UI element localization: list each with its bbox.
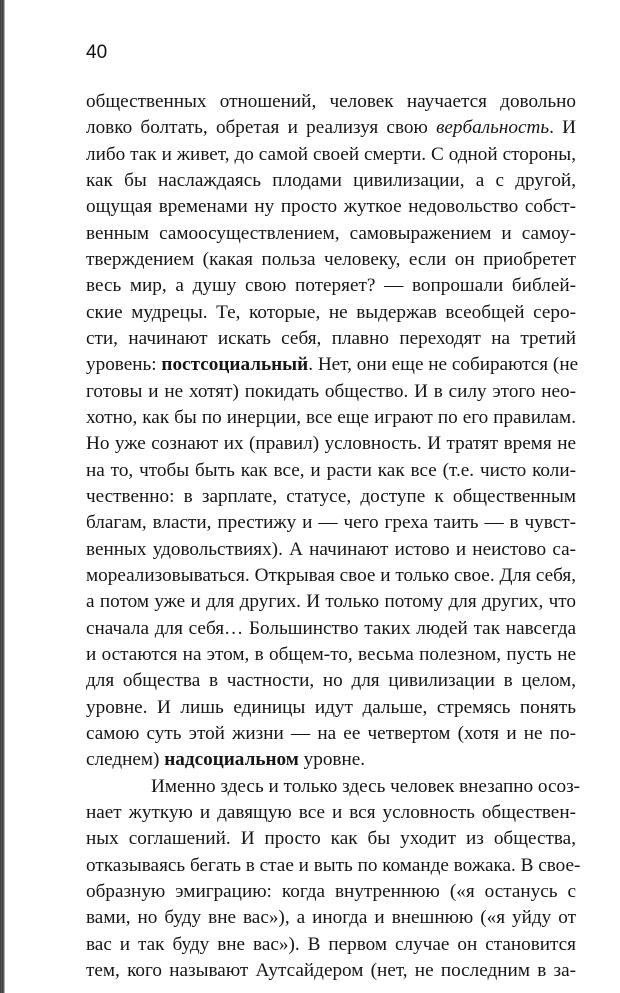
text-segment: венным самоосуществлением, самовыражением и самоу- bbox=[86, 222, 576, 244]
text-segment: готовы и не хотят) покидать общество. И в силу этого нео- bbox=[86, 380, 576, 402]
text-line bbox=[86, 458, 576, 484]
text-line bbox=[86, 379, 576, 405]
text-line bbox=[86, 563, 576, 589]
text-segment: тем, кого называют Аутсайдером (нет, не последним в за- bbox=[86, 959, 576, 981]
text-segment: чественно: в зарплате, статусе, доступе к общественным bbox=[86, 485, 576, 507]
text-line bbox=[86, 668, 576, 694]
text-line bbox=[86, 616, 576, 642]
text-line bbox=[86, 247, 576, 273]
text-line bbox=[86, 853, 581, 879]
text-segment: сначала для себя… Большинство таких людей так навсегда bbox=[86, 617, 576, 639]
text-line bbox=[86, 721, 576, 747]
text-segment: вами, но буду вне вас»), а иногда и внешнюю («я уйду от bbox=[86, 907, 576, 929]
paragraph bbox=[86, 89, 579, 774]
text-segment: отказываясь бегать в стае и выть по команде вожака. В свое- bbox=[86, 854, 581, 876]
text-line bbox=[86, 905, 576, 931]
text-segment: ские мудрецы. Те, которые, не выдержав всеобщей серо- bbox=[86, 301, 576, 323]
text-line bbox=[86, 774, 581, 800]
text-segment: для общества в частности, но для цивилизации в целом, bbox=[86, 670, 576, 692]
text-segment: общественных отношений, человек научается довольно bbox=[86, 91, 576, 112]
text-line bbox=[86, 484, 576, 510]
text-segment: вас и так буду вне вас»). В первом случае он становится bbox=[86, 933, 576, 955]
text-segment: сти, начинают искать себя, плавно переходят на третий bbox=[86, 327, 576, 349]
text-segment: образную эмиграцию: когда внутреннюю («я останусь с bbox=[86, 880, 576, 902]
text-line bbox=[86, 800, 576, 826]
scan-page-edge bbox=[0, 0, 5, 993]
text-segment: и остаются на этом, в общем-то, весьма полезном, пусть не bbox=[86, 643, 576, 665]
text-line bbox=[86, 958, 576, 984]
text-line bbox=[86, 932, 576, 958]
paragraph bbox=[86, 774, 581, 985]
italic-term: вербальность bbox=[436, 117, 550, 139]
text-segment: уровень: bbox=[86, 354, 162, 376]
text-segment: хотно, как бы по инерции, все еще играют по его правилам. bbox=[86, 406, 576, 428]
text-line bbox=[86, 747, 576, 773]
text-line bbox=[86, 695, 576, 721]
text-line bbox=[86, 142, 576, 168]
text-segment: венных удовольствиях). А начинают истово и неистово са- bbox=[86, 538, 576, 560]
text-line bbox=[86, 221, 576, 247]
text-segment: самою суть этой жизни — на ее четвертом (хотя и не по- bbox=[86, 722, 576, 744]
text-segment: Именно здесь и только здесь человек внезапно осоз- bbox=[151, 775, 581, 797]
text-segment: уровне. bbox=[298, 749, 366, 771]
body-text bbox=[86, 89, 581, 984]
text-line bbox=[86, 300, 576, 326]
text-segment: благам, власти, престижу и — чего греха таить — в чувст- bbox=[86, 512, 576, 534]
text-line bbox=[86, 405, 576, 431]
text-line bbox=[86, 431, 576, 457]
text-line bbox=[86, 194, 576, 220]
text-line bbox=[86, 326, 576, 352]
text-segment: . Нет, они еще не собираются (не bbox=[308, 354, 579, 376]
text-segment: тверждением (какая польза человеку, если он приобретет bbox=[86, 248, 576, 270]
text-segment: как бы наслаждаясь плодами цивилизации, а с другой, bbox=[86, 169, 576, 191]
text-segment: мореализовываться. Открывая свое и только свое. Для себя, bbox=[86, 564, 576, 586]
text-segment: нает жуткую и давящую все и вся условность обществен- bbox=[86, 801, 576, 823]
text-segment: либо так и живет, до самой своей смерти. С одной стороны, bbox=[86, 143, 576, 165]
text-line bbox=[86, 879, 576, 905]
text-line bbox=[86, 537, 576, 563]
page-number: 40 bbox=[86, 42, 108, 63]
text-segment: ловко болтать, обретая и реализуя свою bbox=[86, 117, 437, 139]
text-line bbox=[86, 89, 576, 115]
text-line bbox=[86, 510, 576, 536]
text-segment: а потом уже и для других. И только потому для других, что bbox=[86, 591, 576, 613]
text-line bbox=[86, 642, 576, 668]
text-line bbox=[86, 115, 576, 141]
bold-term: надсоциальном bbox=[164, 749, 299, 771]
text-segment: ощущая временами ну просто жуткое недовольство собст- bbox=[86, 196, 576, 218]
text-segment: уровне. И лишь единицы идут дальше, стремясь понять bbox=[86, 696, 576, 718]
text-line bbox=[86, 589, 576, 615]
bold-term: постсоциальный bbox=[161, 354, 309, 376]
text-segment: следнем) bbox=[86, 749, 165, 771]
text-line bbox=[86, 273, 576, 299]
text-line bbox=[86, 168, 576, 194]
text-segment: весь мир, а душу свою потеряет? — вопрошали библей- bbox=[86, 275, 576, 297]
text-line bbox=[86, 826, 576, 852]
text-line bbox=[86, 352, 579, 378]
text-segment: Но уже сознают их (правил) условность. И тратят время не bbox=[86, 433, 576, 455]
text-segment: ных соглашений. И просто как бы уходит из общества, bbox=[86, 828, 576, 850]
text-segment: на то, чтобы быть как все, и расти как все (т.е. чисто коли- bbox=[86, 459, 576, 481]
text-segment: . И bbox=[549, 117, 576, 139]
